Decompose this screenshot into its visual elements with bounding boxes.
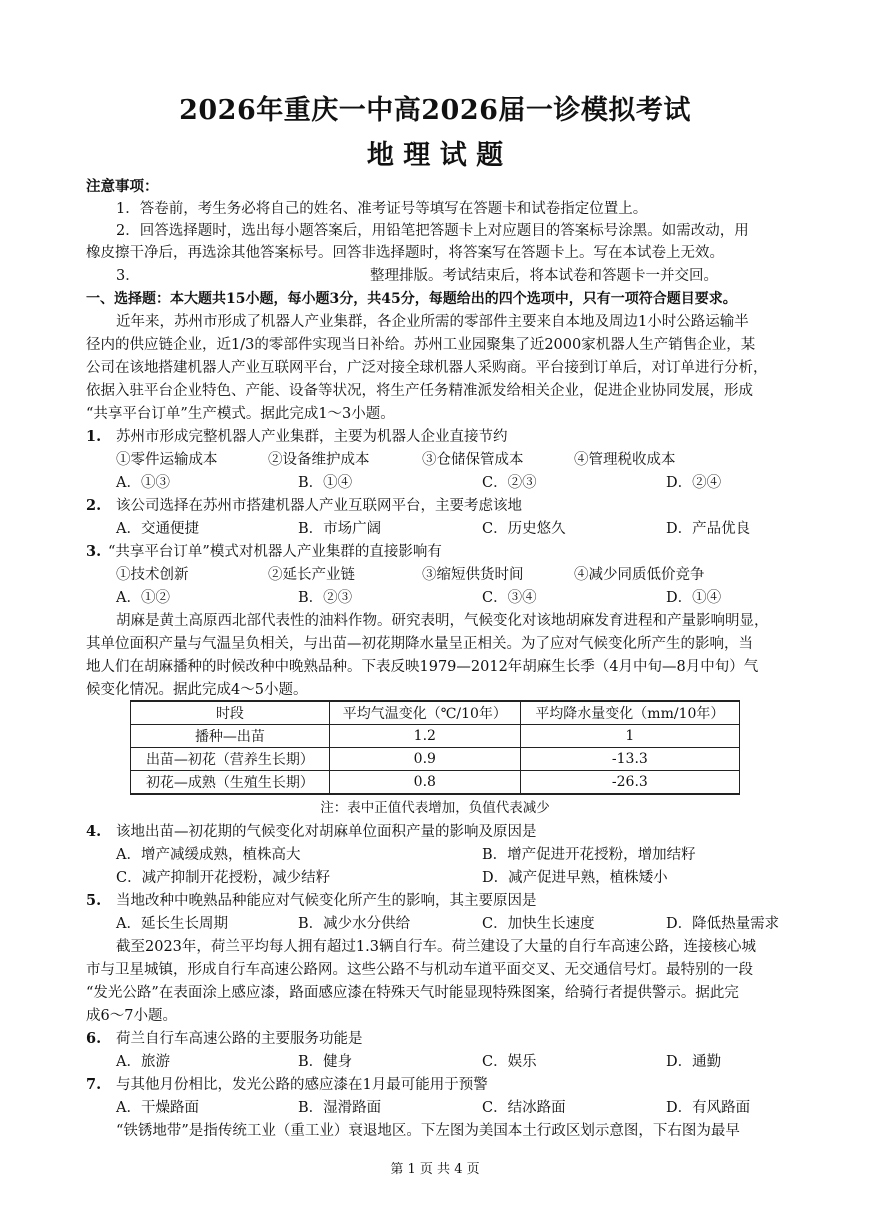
passage-3-line: 截至2023年，荷兰平均每人拥有超过1.3辆自行车。荷兰建设了大量的自行车高速公路，连接核心城	[116, 939, 756, 955]
q4-option-b[interactable]: B．增产促进开花授粉，增加结籽	[482, 847, 696, 863]
passage-3-line: 市与卫星城镇，形成自行车高速公路网。这些公路不与机动车道平面交叉、无交通信号灯。最特别的一段	[86, 962, 753, 978]
section-1-heading: 一、选择题：本大题共15小题，每小题3分，共45分，每题给出的四个选项中，只有一项符合题目要求。	[86, 291, 737, 307]
subject-title: 地 理 试 题	[366, 140, 504, 171]
q4-number: 4.	[86, 823, 102, 840]
note-2-cont: 橡皮擦干净后，再选涂其他答案标号。回答非选择题时，将答案写在答题卡上。写在本试卷上无效。	[86, 245, 724, 261]
q3-stem: “共享平台订单”模式对机器人产业集群的直接影响有	[108, 544, 442, 560]
q7-option-d[interactable]: D．有风路面	[666, 1100, 751, 1116]
q7-option-c[interactable]: C．结冰路面	[482, 1100, 566, 1116]
q6-option-a[interactable]: A．旅游	[116, 1054, 170, 1070]
table-row	[131, 748, 740, 771]
table-header: 平均降水量变化（mm/10年）	[520, 701, 739, 725]
exam-title: 2026年重庆一中高2026届一诊模拟考试	[179, 95, 691, 126]
q3-option-d[interactable]: D．①④	[666, 590, 722, 606]
q1-item: ②设备维护成本	[268, 452, 370, 468]
q6-option-c[interactable]: C．娱乐	[482, 1054, 537, 1070]
q1-item: ③仓储保管成本	[422, 452, 524, 468]
table-header: 平均气温变化（℃/10年）	[329, 701, 520, 725]
q2-option-a[interactable]: A．交通便捷	[116, 521, 199, 537]
passage-1-line: “共享平台订单”生产模式。据此完成1～3小题。	[86, 406, 395, 422]
q1-option-d[interactable]: D．②④	[666, 475, 722, 491]
q1-option-c[interactable]: C．②③	[482, 475, 537, 491]
q2-option-c[interactable]: C．历史悠久	[482, 521, 566, 537]
table-cell: 1	[520, 725, 739, 748]
table-header-row	[131, 701, 740, 725]
q3-item: ②延长产业链	[268, 567, 355, 583]
q3-item: ④减少同质低价竞争	[574, 567, 705, 583]
q4-stem: 该地出苗—初花期的气候变化对胡麻单位面积产量的影响及原因是	[116, 824, 537, 840]
q1-item: ①零件运输成本	[116, 452, 218, 468]
climate-change-table	[130, 700, 740, 795]
q3-option-b[interactable]: B．②③	[298, 590, 353, 606]
table-row	[131, 725, 740, 748]
q2-option-b[interactable]: B．市场广阔	[298, 521, 382, 537]
q5-stem: 当地改种中晚熟品种能应对气候变化所产生的影响，其主要原因是	[116, 893, 537, 909]
passage-2-line: 候变化情况。据此完成4～5小题。	[86, 682, 308, 698]
note-3-num: 3．	[116, 268, 140, 284]
passage-3-line: 成6～7小题。	[86, 1008, 177, 1024]
passage-1-line: 依据入驻平台企业特色、产能、设备等状况，将生产任务精准派发给相关企业，促进企业协同发展，形成	[86, 383, 753, 399]
note-1: 1．答卷前，考生务必将自己的姓名、准考证号等填写在答题卡和试卷指定位置上。	[116, 201, 648, 217]
q4-option-c[interactable]: C．减产抑制开花授粉，减少结籽	[116, 870, 331, 886]
passage-2-line: 地人们在胡麻播种的时候改种中晚熟品种。下表反映1979—2012年胡麻生长季（4月中旬—8月中旬）气	[86, 659, 759, 675]
q6-stem: 荷兰自行车高速公路的主要服务功能是	[116, 1031, 363, 1047]
q7-number: 7.	[86, 1076, 102, 1093]
q7-stem: 与其他月份相比，发光公路的感应漆在1月最可能用于预警	[116, 1077, 488, 1093]
q2-stem: 该公司选择在苏州市搭建机器人产业互联网平台，主要考虑该地	[116, 498, 522, 514]
table-row	[131, 771, 740, 795]
q6-number: 6.	[86, 1030, 102, 1047]
q5-option-a[interactable]: A．延长生长周期	[116, 916, 228, 932]
q5-option-b[interactable]: B．减少水分供给	[298, 916, 411, 932]
q1-stem: 苏州市形成完整机器人产业集群，主要为机器人企业直接节约	[116, 429, 508, 445]
table-cell: -13.3	[520, 748, 739, 771]
q3-item: ③缩短供货时间	[422, 567, 524, 583]
table-cell: 0.9	[329, 748, 520, 771]
q3-option-a[interactable]: A．①②	[116, 590, 170, 606]
table-cell: 0.8	[329, 771, 520, 795]
passage-3-line: “发光公路”在表面涂上感应漆，路面感应漆在特殊天气时能显现特殊图案，给骑行者提供警示。据此完	[86, 985, 739, 1001]
passage-2-line: 胡麻是黄土高原西北部代表性的油料作物。研究表明，气候变化对该地胡麻发育进程和产量影响明显，	[116, 613, 769, 629]
table-cell: -26.3	[520, 771, 739, 795]
passage-2-line: 其单位面积产量与气温呈负相关，与出苗—初花期降水量呈正相关。为了应对气候变化所产生的影响，当	[86, 636, 753, 652]
q5-option-d[interactable]: D．降低热量需求	[666, 916, 780, 932]
table-cell: 初花—成熟（生殖生长期）	[131, 771, 330, 795]
q6-option-d[interactable]: D．通勤	[666, 1054, 722, 1070]
passage-4-line: “铁锈地带”是指传统工业（重工业）衰退地区。下左图为美国本土行政区划示意图，下右图为最早	[116, 1123, 740, 1139]
q7-option-a[interactable]: A．干燥路面	[116, 1100, 199, 1116]
table-header: 时段	[131, 701, 330, 725]
passage-1-line: 径内的供应链企业，近1/3的零部件实现当日补给。苏州工业园聚集了近2000家机器人生产销售企业，某	[86, 337, 756, 353]
note-3: 整理排版。考试结束后，将本试卷和答题卡一并交回。	[370, 268, 718, 284]
notes-heading: 注意事项：	[86, 178, 159, 195]
table-note: 注：表中正值代表增加，负值代表减少	[320, 800, 550, 816]
q7-option-b[interactable]: B．湿滑路面	[298, 1100, 382, 1116]
q4-option-d[interactable]: D．减产促进早熟，植株矮小	[482, 870, 668, 886]
q1-item: ④管理税收成本	[574, 452, 676, 468]
q5-option-c[interactable]: C．加快生长速度	[482, 916, 595, 932]
q3-option-c[interactable]: C．③④	[482, 590, 537, 606]
passage-1-line: 近年来，苏州市形成了机器人产业集群，各企业所需的零部件主要来自本地及周边1小时公路运输半	[116, 314, 749, 330]
page-number: 第 1 页 共 4 页	[390, 1162, 480, 1177]
q3-item: ①技术创新	[116, 567, 189, 583]
q6-option-b[interactable]: B．健身	[298, 1054, 353, 1070]
table-cell: 1.2	[329, 725, 520, 748]
passage-1-line: 公司在该地搭建机器人产业互联网平台，广泛对接全球机器人采购商。平台接到订单后，对订单进行分析，	[86, 360, 768, 376]
q2-option-d[interactable]: D．产品优良	[666, 521, 751, 537]
table-cell: 出苗—初花（营养生长期）	[131, 748, 330, 771]
q2-number: 2.	[86, 497, 102, 514]
q1-option-b[interactable]: B．①④	[298, 475, 353, 491]
q5-number: 5.	[86, 892, 102, 909]
q4-option-a[interactable]: A．增产减缓成熟，植株高大	[116, 847, 301, 863]
q1-option-a[interactable]: A．①③	[116, 475, 170, 491]
note-2: 2．回答选择题时，选出每小题答案后，用铅笔把答题卡上对应题目的答案标号涂黑。如需改动，用	[116, 223, 749, 239]
q3-number: 3.	[86, 543, 102, 560]
table-cell: 播种—出苗	[131, 725, 330, 748]
q1-number: 1.	[86, 428, 102, 445]
